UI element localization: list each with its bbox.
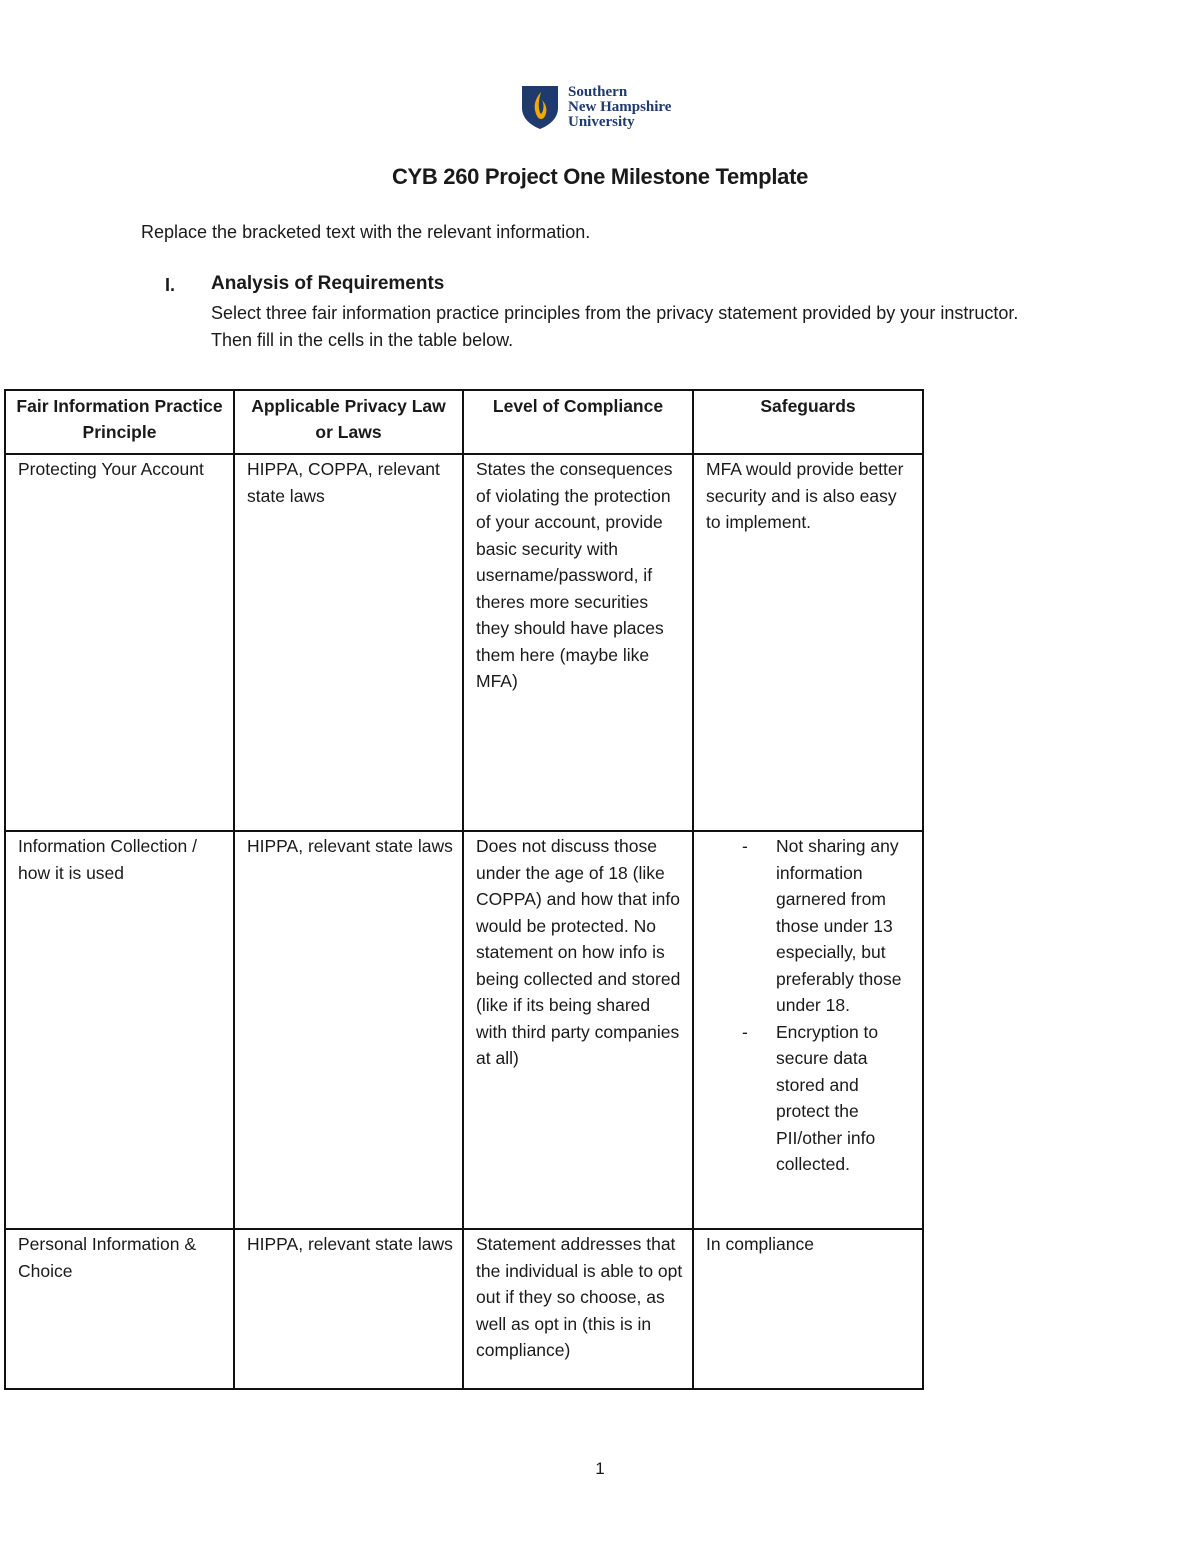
list-item [706,1019,914,1178]
principle-cell: Information Collection / how it is used [5,831,234,1229]
list-item-text: Not sharing any information garnered from those under 13 especially, but preferably those under 18. [776,836,902,1015]
safeguards-cell: In compliance [693,1229,923,1389]
section-heading: Analysis of Requirements [211,273,445,294]
intro-text: Replace the bracketed text with the relevant information. [141,222,591,242]
university-logo [520,84,671,130]
safeguards-cell [693,831,923,1229]
table-header-row [5,390,923,454]
principles-table [4,389,924,1390]
laws-cell: HIPPA, relevant state laws [234,831,463,1229]
section-number: I. [165,275,176,295]
laws-cell: HIPPA, relevant state laws [234,1229,463,1389]
column-header: Fair Information Practice Principle [5,390,234,454]
laws-cell: HIPPA, COPPA, relevant state laws [234,454,463,831]
list-item [706,833,914,1019]
page-number: 1 [595,1459,605,1478]
column-header: Level of Compliance [463,390,693,454]
list-bullet: - [742,1021,748,1042]
section-instructions: Select three fair information practice principles from the privacy statement provided by your instructor. Then fill in the cells in the table below. [211,303,1019,350]
table-row [5,831,923,1229]
logo-wordmark [568,85,671,130]
compliance-cell: States the consequences of violating the protection of your account, provide basic security with username/password, if theres more securities they should have places them here (maybe like MFA) [463,454,693,831]
snhu-shield-flame-icon [520,84,560,130]
page-title: CYB 260 Project One Milestone Template [391,164,809,189]
safeguards-list [706,833,914,1178]
compliance-cell: Statement addresses that the individual is able to opt out if they so choose, as well as opt in (this is in compliance) [463,1229,693,1389]
column-header: Applicable Privacy Law or Laws [234,390,463,454]
principle-cell: Protecting Your Account [5,454,234,831]
principle-cell: Personal Information & Choice [5,1229,234,1389]
table-row [5,454,923,831]
safeguards-cell: MFA would provide better security and is also easy to implement. [693,454,923,831]
list-item-text: Encryption to secure data stored and protect the PII/other info collected. [776,1021,879,1174]
column-header: Safeguards [693,390,923,454]
list-bullet: - [742,836,748,856]
compliance-cell: Does not discuss those under the age of 18 (like COPPA) and how that info would be protected. No statement on how info is being collected and stored (like if its being shared with third party companies at all) [463,831,693,1229]
logo-line: New Hampshire [568,98,672,115]
logo-line: Southern [568,83,628,100]
logo-line: University [568,113,635,130]
table-row [5,1229,923,1389]
